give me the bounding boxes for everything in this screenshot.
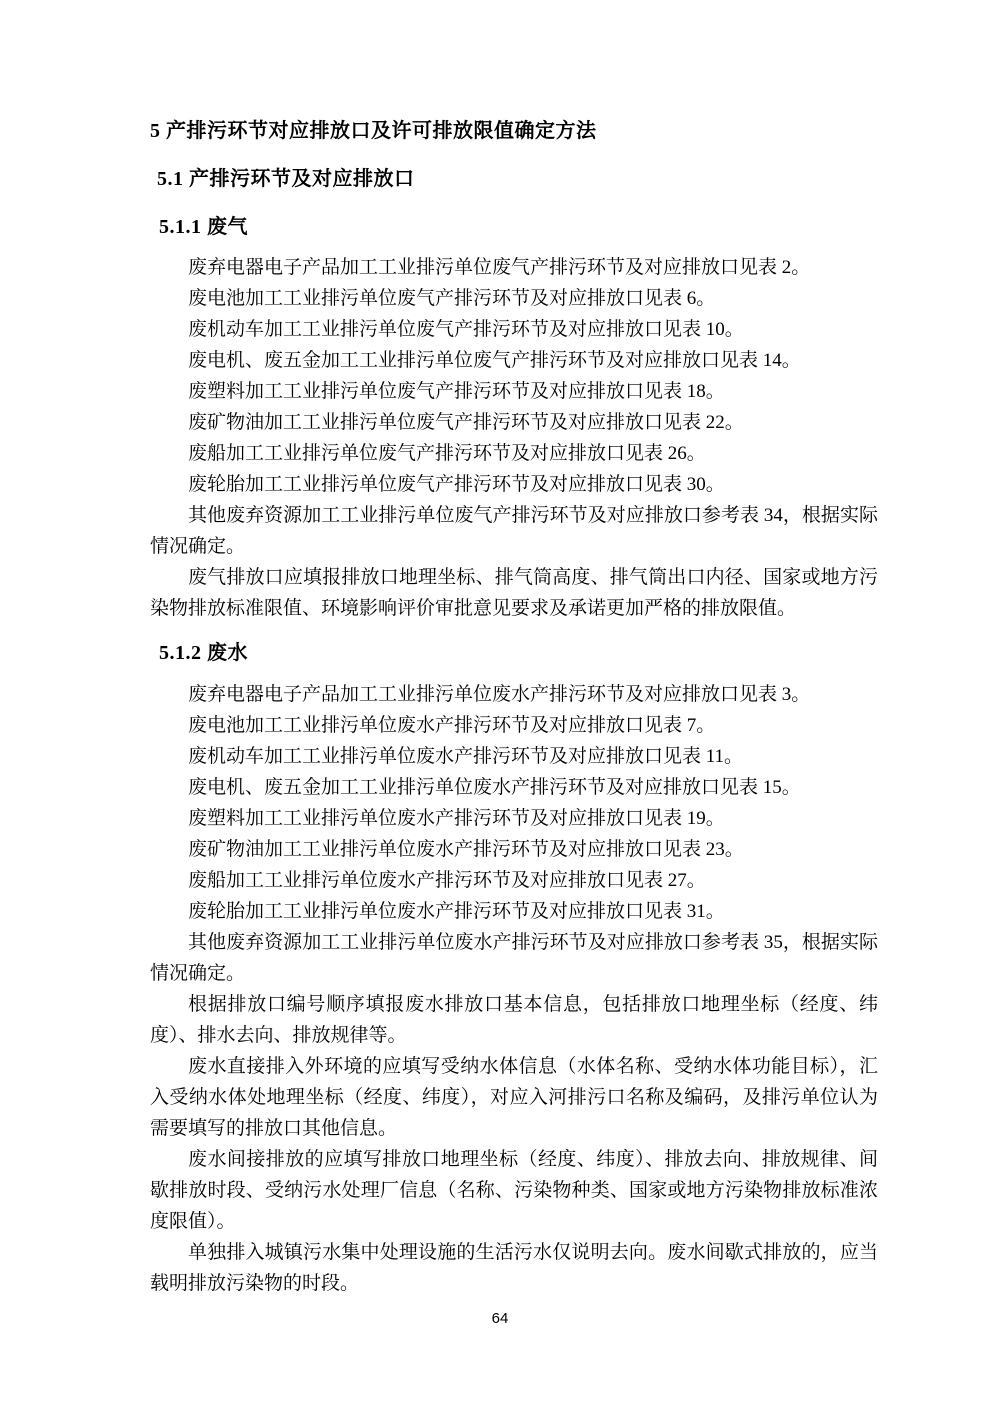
paragraph: 废矿物油加工工业排污单位废气产排污环节及对应排放口见表 22。 xyxy=(188,412,744,433)
paragraph: 根据排放口编号顺序填报废水排放口基本信息，包括排放口地理坐标（经度、纬度）、排水去向、排放规律等。 xyxy=(150,994,878,1046)
page-number: 64 xyxy=(491,1310,509,1327)
paragraph: 废电池加工工业排污单位废水产排污环节及对应排放口见表 7。 xyxy=(188,715,716,736)
paragraph: 废弃电器电子产品加工工业排污单位废气产排污环节及对应排放口见表 2。 xyxy=(188,257,811,278)
section-waste-gas-body xyxy=(150,252,878,624)
paragraph: 废弃电器电子产品加工工业排污单位废水产排污环节及对应排放口见表 3。 xyxy=(188,684,811,705)
paragraph: 废水直接排入外环境的应填写受纳水体信息（水体名称、受纳水体功能目标），汇入受纳水体处地理坐标（经度、纬度），对应入河排污口名称及编码，及排污单位认为需要填写的排放口其他信息。 xyxy=(150,1056,878,1139)
paragraph: 废船加工工业排污单位废气产排污环节及对应排放口见表 26。 xyxy=(188,443,706,464)
paragraph: 废轮胎加工工业排污单位废水产排污环节及对应排放口见表 31。 xyxy=(188,901,725,922)
heading-section-5-1: 5.1 产排污环节及对应排放口 xyxy=(157,168,415,190)
paragraph: 废塑料加工工业排污单位废水产排污环节及对应排放口见表 19。 xyxy=(188,808,725,829)
heading-section-5-1-1-waste-gas: 5.1.1 废气 xyxy=(159,216,248,238)
paragraph: 废机动车加工工业排污单位废水产排污环节及对应排放口见表 11。 xyxy=(188,746,744,767)
paragraph: 废水间接排放的应填写排放口地理坐标（经度、纬度）、排放去向、排放规律、间歇排放时段、受纳污水处理厂信息（名称、污染物种类、国家或地方污染物排放标准浓度限值）。 xyxy=(150,1149,878,1232)
paragraph: 废电机、废五金加工工业排污单位废水产排污环节及对应排放口见表 15。 xyxy=(188,777,801,798)
paragraph: 废机动车加工工业排污单位废气产排污环节及对应排放口见表 10。 xyxy=(188,319,744,340)
heading-section-5: 5 产排污环节对应排放口及许可排放限值确定方法 xyxy=(150,120,597,142)
paragraph: 废轮胎加工工业排污单位废气产排污环节及对应排放口见表 30。 xyxy=(188,474,725,495)
paragraph: 废矿物油加工工业排污单位废水产排污环节及对应排放口见表 23。 xyxy=(188,839,744,860)
section-waste-water-body xyxy=(150,679,878,1299)
paragraph: 其他废弃资源加工工业排污单位废气产排污环节及对应排放口参考表 34，根据实际情况确定。 xyxy=(150,505,878,557)
paragraph: 废电池加工工业排污单位废气产排污环节及对应排放口见表 6。 xyxy=(188,288,716,309)
paragraph: 废电机、废五金加工工业排污单位废气产排污环节及对应排放口见表 14。 xyxy=(188,350,801,371)
paragraph: 废船加工工业排污单位废水产排污环节及对应排放口见表 27。 xyxy=(188,870,706,891)
heading-section-5-1-2-waste-water: 5.1.2 废水 xyxy=(159,642,248,664)
paragraph: 单独排入城镇污水集中处理设施的生活污水仅说明去向。废水间歇式排放的，应当载明排放污染物的时段。 xyxy=(150,1242,878,1294)
paragraph: 废气排放口应填报排放口地理坐标、排气筒高度、排气筒出口内径、国家或地方污染物排放标准限值、环境影响评价审批意见要求及承诺更加严格的排放限值。 xyxy=(150,567,878,619)
paragraph: 废塑料加工工业排污单位废气产排污环节及对应排放口见表 18。 xyxy=(188,381,725,402)
paragraph: 其他废弃资源加工工业排污单位废水产排污环节及对应排放口参考表 35，根据实际情况确定。 xyxy=(150,932,878,984)
document-content xyxy=(150,118,878,1299)
